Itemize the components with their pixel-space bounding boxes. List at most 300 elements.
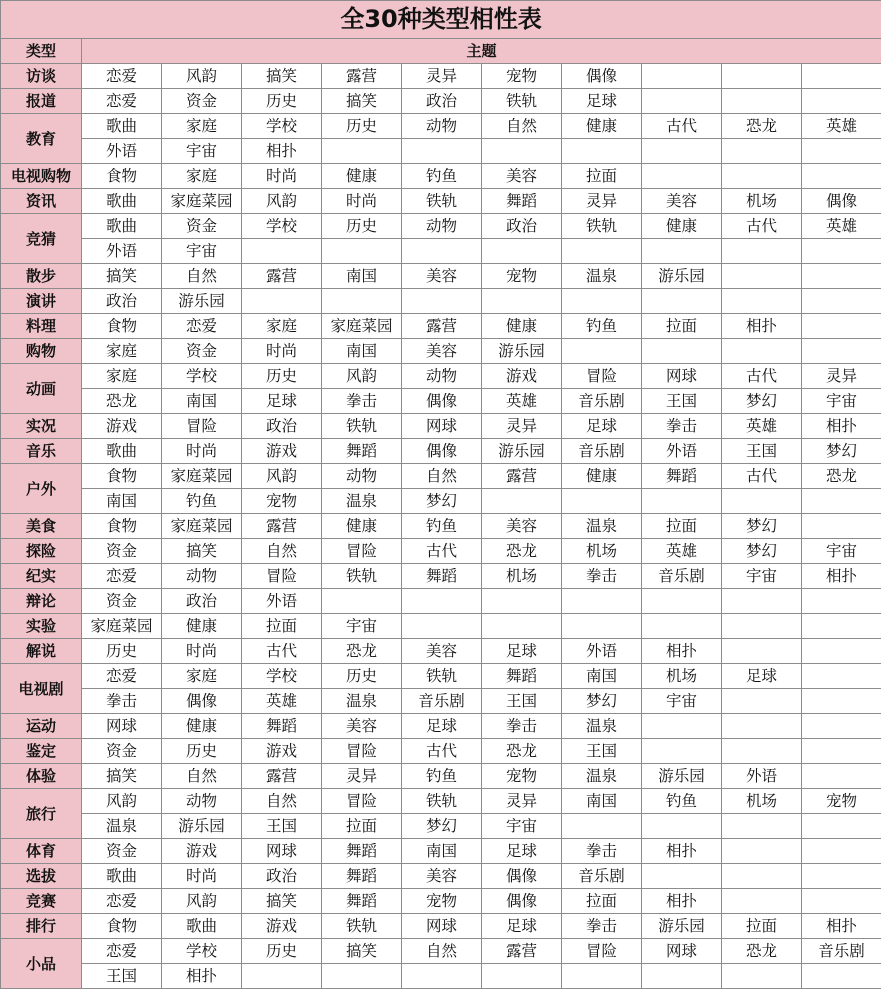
type-label: 演讲 bbox=[1, 289, 82, 314]
theme-cell bbox=[482, 239, 562, 264]
table-row bbox=[1, 764, 881, 789]
theme-cell: 动物 bbox=[402, 364, 482, 389]
theme-cell bbox=[562, 589, 642, 614]
theme-cell: 搞笑 bbox=[242, 889, 322, 914]
theme-cell: 自然 bbox=[402, 939, 482, 964]
theme-cell: 铁轨 bbox=[562, 214, 642, 239]
theme-cell: 温泉 bbox=[562, 514, 642, 539]
theme-cell: 梦幻 bbox=[402, 489, 482, 514]
type-label: 竞赛 bbox=[1, 889, 82, 914]
theme-cell: 搞笑 bbox=[82, 264, 162, 289]
theme-cell: 恐龙 bbox=[322, 639, 402, 664]
theme-cell: 政治 bbox=[162, 589, 242, 614]
theme-cell: 恋爱 bbox=[82, 939, 162, 964]
theme-cell bbox=[482, 614, 562, 639]
theme-cell: 美容 bbox=[402, 264, 482, 289]
theme-cell bbox=[482, 964, 562, 989]
theme-cell: 相扑 bbox=[162, 964, 242, 989]
theme-cell: 足球 bbox=[562, 414, 642, 439]
theme-cell: 家庭 bbox=[162, 164, 242, 189]
table-row bbox=[1, 264, 881, 289]
theme-cell: 露营 bbox=[242, 264, 322, 289]
theme-cell bbox=[722, 589, 802, 614]
theme-cell: 偶像 bbox=[482, 864, 562, 889]
theme-cell: 健康 bbox=[642, 214, 722, 239]
theme-cell: 自然 bbox=[402, 464, 482, 489]
theme-cell: 搞笑 bbox=[242, 64, 322, 89]
theme-cell: 灵异 bbox=[562, 189, 642, 214]
theme-cell: 音乐剧 bbox=[562, 389, 642, 414]
theme-cell bbox=[802, 164, 881, 189]
theme-cell: 英雄 bbox=[802, 114, 881, 139]
theme-cell: 机场 bbox=[722, 789, 802, 814]
theme-cell: 学校 bbox=[162, 364, 242, 389]
theme-cell: 歌曲 bbox=[82, 114, 162, 139]
theme-cell: 温泉 bbox=[562, 714, 642, 739]
theme-cell: 风韵 bbox=[322, 364, 402, 389]
theme-cell bbox=[482, 289, 562, 314]
table-row bbox=[1, 689, 881, 714]
theme-cell: 机场 bbox=[722, 189, 802, 214]
theme-cell: 舞蹈 bbox=[482, 664, 562, 689]
theme-cell: 时尚 bbox=[162, 439, 242, 464]
theme-cell bbox=[402, 289, 482, 314]
theme-cell: 宇宙 bbox=[722, 564, 802, 589]
theme-cell: 温泉 bbox=[322, 689, 402, 714]
theme-cell: 钓鱼 bbox=[162, 489, 242, 514]
theme-cell: 食物 bbox=[82, 464, 162, 489]
theme-cell bbox=[802, 814, 881, 839]
theme-cell bbox=[642, 589, 722, 614]
theme-cell: 健康 bbox=[482, 314, 562, 339]
type-label: 户外 bbox=[1, 464, 82, 514]
theme-cell: 灵异 bbox=[322, 764, 402, 789]
theme-cell bbox=[722, 139, 802, 164]
theme-cell: 拉面 bbox=[242, 614, 322, 639]
theme-cell: 游戏 bbox=[242, 739, 322, 764]
theme-cell: 偶像 bbox=[482, 889, 562, 914]
type-label: 鉴定 bbox=[1, 739, 82, 764]
type-label: 辩论 bbox=[1, 589, 82, 614]
theme-cell: 相扑 bbox=[242, 139, 322, 164]
theme-cell bbox=[402, 589, 482, 614]
theme-cell: 游戏 bbox=[242, 914, 322, 939]
theme-cell: 王国 bbox=[482, 689, 562, 714]
theme-cell: 恐龙 bbox=[482, 539, 562, 564]
theme-cell: 英雄 bbox=[482, 389, 562, 414]
theme-cell: 足球 bbox=[482, 839, 562, 864]
table-row bbox=[1, 739, 881, 764]
table-row bbox=[1, 489, 881, 514]
type-label: 实况 bbox=[1, 414, 82, 439]
theme-cell: 恋爱 bbox=[82, 564, 162, 589]
theme-cell: 时尚 bbox=[242, 164, 322, 189]
type-label: 音乐 bbox=[1, 439, 82, 464]
theme-cell: 恐龙 bbox=[802, 464, 881, 489]
theme-cell: 宠物 bbox=[482, 264, 562, 289]
theme-cell bbox=[242, 239, 322, 264]
theme-cell: 历史 bbox=[322, 664, 402, 689]
theme-cell bbox=[722, 714, 802, 739]
theme-cell: 古代 bbox=[722, 464, 802, 489]
theme-cell: 音乐剧 bbox=[562, 439, 642, 464]
table-row bbox=[1, 89, 881, 114]
theme-cell bbox=[802, 264, 881, 289]
theme-cell: 南国 bbox=[562, 664, 642, 689]
theme-cell bbox=[722, 239, 802, 264]
theme-cell: 外语 bbox=[242, 589, 322, 614]
theme-cell: 风韵 bbox=[242, 189, 322, 214]
theme-cell: 音乐剧 bbox=[402, 689, 482, 714]
type-label: 访谈 bbox=[1, 64, 82, 89]
table-row bbox=[1, 964, 881, 989]
type-label: 电视购物 bbox=[1, 164, 82, 189]
theme-cell: 梦幻 bbox=[722, 389, 802, 414]
theme-cell: 钓鱼 bbox=[562, 314, 642, 339]
theme-cell: 美容 bbox=[482, 164, 562, 189]
theme-cell: 古代 bbox=[642, 114, 722, 139]
table-row bbox=[1, 139, 881, 164]
theme-cell: 舞蹈 bbox=[322, 864, 402, 889]
theme-cell: 宠物 bbox=[802, 789, 881, 814]
theme-cell: 网球 bbox=[642, 364, 722, 389]
theme-cell: 历史 bbox=[242, 89, 322, 114]
theme-cell: 学校 bbox=[242, 214, 322, 239]
theme-cell: 相扑 bbox=[722, 314, 802, 339]
theme-cell bbox=[802, 689, 881, 714]
theme-cell bbox=[562, 139, 642, 164]
theme-cell: 冒险 bbox=[562, 364, 642, 389]
theme-cell: 钓鱼 bbox=[402, 514, 482, 539]
theme-cell: 恋爱 bbox=[82, 664, 162, 689]
theme-cell bbox=[402, 964, 482, 989]
table-row bbox=[1, 464, 881, 489]
theme-cell: 铁轨 bbox=[402, 189, 482, 214]
theme-cell: 足球 bbox=[562, 89, 642, 114]
theme-cell bbox=[802, 739, 881, 764]
type-label: 教育 bbox=[1, 114, 82, 164]
theme-cell bbox=[722, 289, 802, 314]
type-label: 料理 bbox=[1, 314, 82, 339]
theme-cell: 古代 bbox=[402, 539, 482, 564]
theme-cell: 钓鱼 bbox=[402, 164, 482, 189]
table-row bbox=[1, 314, 881, 339]
theme-cell: 钓鱼 bbox=[402, 764, 482, 789]
theme-cell: 网球 bbox=[82, 714, 162, 739]
theme-cell: 舞蹈 bbox=[242, 714, 322, 739]
theme-cell: 游戏 bbox=[482, 364, 562, 389]
theme-cell: 恐龙 bbox=[82, 389, 162, 414]
theme-cell bbox=[562, 339, 642, 364]
theme-cell: 铁轨 bbox=[322, 564, 402, 589]
theme-cell: 机场 bbox=[562, 539, 642, 564]
theme-cell bbox=[802, 839, 881, 864]
theme-cell: 美容 bbox=[482, 514, 562, 539]
theme-cell: 游乐园 bbox=[482, 439, 562, 464]
theme-cell: 偶像 bbox=[562, 64, 642, 89]
theme-cell: 拉面 bbox=[322, 814, 402, 839]
theme-cell: 温泉 bbox=[82, 814, 162, 839]
theme-cell: 美容 bbox=[322, 714, 402, 739]
theme-cell: 拉面 bbox=[642, 514, 722, 539]
theme-cell: 拳击 bbox=[562, 564, 642, 589]
type-label: 体育 bbox=[1, 839, 82, 864]
theme-cell bbox=[562, 489, 642, 514]
theme-cell bbox=[642, 89, 722, 114]
table-row bbox=[1, 114, 881, 139]
theme-cell bbox=[722, 864, 802, 889]
theme-cell: 南国 bbox=[402, 839, 482, 864]
table-row bbox=[1, 164, 881, 189]
theme-cell: 相扑 bbox=[642, 889, 722, 914]
theme-cell bbox=[802, 614, 881, 639]
theme-cell: 恋爱 bbox=[162, 314, 242, 339]
theme-cell: 舞蹈 bbox=[322, 439, 402, 464]
type-label: 排行 bbox=[1, 914, 82, 939]
theme-cell: 历史 bbox=[162, 739, 242, 764]
theme-cell: 南国 bbox=[82, 489, 162, 514]
theme-cell bbox=[802, 589, 881, 614]
theme-cell: 风韵 bbox=[242, 464, 322, 489]
theme-cell bbox=[722, 689, 802, 714]
theme-cell: 家庭 bbox=[82, 339, 162, 364]
theme-cell bbox=[642, 614, 722, 639]
theme-cell: 舞蹈 bbox=[402, 564, 482, 589]
theme-cell: 音乐剧 bbox=[562, 864, 642, 889]
theme-cell: 宇宙 bbox=[642, 689, 722, 714]
theme-cell bbox=[802, 289, 881, 314]
theme-cell bbox=[322, 139, 402, 164]
theme-cell bbox=[802, 889, 881, 914]
theme-cell bbox=[322, 964, 402, 989]
type-label: 运动 bbox=[1, 714, 82, 739]
theme-cell: 英雄 bbox=[242, 689, 322, 714]
theme-cell: 梦幻 bbox=[722, 514, 802, 539]
theme-cell bbox=[642, 164, 722, 189]
theme-cell bbox=[562, 814, 642, 839]
theme-cell: 时尚 bbox=[322, 189, 402, 214]
theme-cell: 露营 bbox=[242, 764, 322, 789]
theme-cell: 相扑 bbox=[642, 639, 722, 664]
theme-cell bbox=[322, 239, 402, 264]
table-row bbox=[1, 439, 881, 464]
theme-cell bbox=[482, 589, 562, 614]
table-row bbox=[1, 939, 881, 964]
theme-cell: 拳击 bbox=[562, 914, 642, 939]
theme-cell: 动物 bbox=[402, 114, 482, 139]
theme-cell: 梦幻 bbox=[722, 539, 802, 564]
theme-cell: 温泉 bbox=[562, 764, 642, 789]
type-label: 选拔 bbox=[1, 864, 82, 889]
theme-cell: 宠物 bbox=[402, 889, 482, 914]
theme-cell: 风韵 bbox=[162, 889, 242, 914]
theme-cell: 钓鱼 bbox=[642, 789, 722, 814]
theme-cell bbox=[322, 289, 402, 314]
theme-cell: 拳击 bbox=[322, 389, 402, 414]
theme-cell: 家庭菜园 bbox=[162, 189, 242, 214]
theme-cell: 南国 bbox=[162, 389, 242, 414]
theme-cell: 拉面 bbox=[562, 164, 642, 189]
table-row bbox=[1, 914, 881, 939]
theme-cell: 足球 bbox=[482, 639, 562, 664]
theme-column-header: 主题 bbox=[82, 39, 881, 64]
theme-cell: 歌曲 bbox=[82, 439, 162, 464]
theme-cell: 美容 bbox=[402, 639, 482, 664]
theme-cell: 学校 bbox=[162, 939, 242, 964]
theme-cell: 外语 bbox=[722, 764, 802, 789]
table-row bbox=[1, 589, 881, 614]
theme-cell: 偶像 bbox=[802, 189, 881, 214]
theme-cell: 冒险 bbox=[162, 414, 242, 439]
theme-cell bbox=[562, 964, 642, 989]
theme-cell bbox=[642, 714, 722, 739]
theme-cell bbox=[722, 639, 802, 664]
theme-cell: 搞笑 bbox=[82, 764, 162, 789]
theme-cell: 相扑 bbox=[642, 839, 722, 864]
type-column-header: 类型 bbox=[1, 39, 82, 64]
theme-cell: 恋爱 bbox=[82, 89, 162, 114]
theme-cell: 露营 bbox=[242, 514, 322, 539]
type-label: 解说 bbox=[1, 639, 82, 664]
theme-cell: 健康 bbox=[562, 114, 642, 139]
theme-cell: 舞蹈 bbox=[322, 889, 402, 914]
theme-cell: 冒险 bbox=[322, 789, 402, 814]
theme-cell: 历史 bbox=[322, 114, 402, 139]
theme-cell: 拉面 bbox=[562, 889, 642, 914]
theme-cell: 资金 bbox=[162, 89, 242, 114]
theme-cell bbox=[802, 64, 881, 89]
theme-cell bbox=[722, 889, 802, 914]
theme-cell bbox=[722, 614, 802, 639]
theme-cell bbox=[562, 289, 642, 314]
theme-cell bbox=[802, 639, 881, 664]
theme-cell: 美容 bbox=[402, 864, 482, 889]
theme-cell: 自然 bbox=[162, 764, 242, 789]
theme-cell: 灵异 bbox=[402, 64, 482, 89]
theme-cell: 古代 bbox=[402, 739, 482, 764]
theme-cell: 家庭 bbox=[162, 664, 242, 689]
theme-cell: 露营 bbox=[322, 64, 402, 89]
theme-cell bbox=[642, 864, 722, 889]
theme-cell: 恐龙 bbox=[722, 939, 802, 964]
theme-cell: 拉面 bbox=[642, 314, 722, 339]
theme-cell: 宇宙 bbox=[162, 139, 242, 164]
theme-cell: 铁轨 bbox=[402, 664, 482, 689]
theme-cell: 自然 bbox=[482, 114, 562, 139]
theme-cell: 南国 bbox=[562, 789, 642, 814]
theme-cell: 宠物 bbox=[482, 64, 562, 89]
theme-cell bbox=[642, 289, 722, 314]
table-row bbox=[1, 639, 881, 664]
theme-cell bbox=[722, 264, 802, 289]
theme-cell bbox=[802, 139, 881, 164]
theme-cell: 动物 bbox=[402, 214, 482, 239]
theme-cell: 资金 bbox=[82, 739, 162, 764]
table-row bbox=[1, 364, 881, 389]
theme-cell: 古代 bbox=[242, 639, 322, 664]
theme-cell bbox=[722, 739, 802, 764]
theme-cell bbox=[642, 339, 722, 364]
theme-cell: 外语 bbox=[82, 139, 162, 164]
theme-cell: 自然 bbox=[242, 789, 322, 814]
theme-cell: 风韵 bbox=[82, 789, 162, 814]
theme-cell: 拳击 bbox=[82, 689, 162, 714]
type-label: 纪实 bbox=[1, 564, 82, 589]
theme-cell: 食物 bbox=[82, 314, 162, 339]
theme-cell bbox=[802, 714, 881, 739]
theme-cell: 游戏 bbox=[82, 414, 162, 439]
theme-cell: 网球 bbox=[242, 839, 322, 864]
theme-cell: 健康 bbox=[322, 164, 402, 189]
theme-cell: 政治 bbox=[242, 414, 322, 439]
theme-cell: 动物 bbox=[162, 564, 242, 589]
theme-cell: 游乐园 bbox=[162, 814, 242, 839]
theme-cell bbox=[722, 89, 802, 114]
theme-cell: 宠物 bbox=[242, 489, 322, 514]
theme-cell bbox=[802, 239, 881, 264]
theme-cell bbox=[802, 964, 881, 989]
theme-cell: 梦幻 bbox=[402, 814, 482, 839]
theme-cell bbox=[802, 514, 881, 539]
theme-cell: 风韵 bbox=[162, 64, 242, 89]
theme-cell: 资金 bbox=[82, 539, 162, 564]
theme-cell: 政治 bbox=[82, 289, 162, 314]
theme-cell: 宇宙 bbox=[802, 389, 881, 414]
type-label: 小品 bbox=[1, 939, 82, 989]
theme-cell: 机场 bbox=[482, 564, 562, 589]
theme-cell bbox=[642, 964, 722, 989]
page-title: 全30种类型相性表 bbox=[1, 1, 881, 39]
theme-cell bbox=[402, 239, 482, 264]
theme-cell: 外语 bbox=[562, 639, 642, 664]
theme-cell: 资金 bbox=[162, 339, 242, 364]
theme-cell: 历史 bbox=[242, 939, 322, 964]
theme-cell: 家庭 bbox=[82, 364, 162, 389]
theme-cell bbox=[402, 139, 482, 164]
table-row bbox=[1, 664, 881, 689]
theme-cell: 动物 bbox=[162, 789, 242, 814]
theme-cell bbox=[642, 139, 722, 164]
table-row bbox=[1, 64, 881, 89]
theme-cell: 相扑 bbox=[802, 414, 881, 439]
theme-cell: 王国 bbox=[562, 739, 642, 764]
theme-cell: 美容 bbox=[642, 189, 722, 214]
theme-cell: 相扑 bbox=[802, 564, 881, 589]
theme-cell: 游乐园 bbox=[162, 289, 242, 314]
theme-cell: 游乐园 bbox=[642, 764, 722, 789]
theme-cell bbox=[482, 139, 562, 164]
theme-cell: 歌曲 bbox=[82, 189, 162, 214]
theme-cell bbox=[722, 964, 802, 989]
table-row bbox=[1, 889, 881, 914]
theme-cell: 机场 bbox=[642, 664, 722, 689]
theme-cell: 舞蹈 bbox=[322, 839, 402, 864]
theme-cell: 宇宙 bbox=[162, 239, 242, 264]
theme-cell: 偶像 bbox=[402, 389, 482, 414]
theme-cell bbox=[722, 489, 802, 514]
theme-cell: 露营 bbox=[482, 939, 562, 964]
theme-cell: 灵异 bbox=[482, 414, 562, 439]
table-row bbox=[1, 864, 881, 889]
type-label: 竞猜 bbox=[1, 214, 82, 264]
theme-cell: 历史 bbox=[322, 214, 402, 239]
theme-cell: 舞蹈 bbox=[482, 189, 562, 214]
theme-cell bbox=[802, 314, 881, 339]
theme-cell: 外语 bbox=[642, 439, 722, 464]
theme-cell: 恋爱 bbox=[82, 64, 162, 89]
theme-cell: 宇宙 bbox=[482, 814, 562, 839]
theme-cell: 自然 bbox=[162, 264, 242, 289]
